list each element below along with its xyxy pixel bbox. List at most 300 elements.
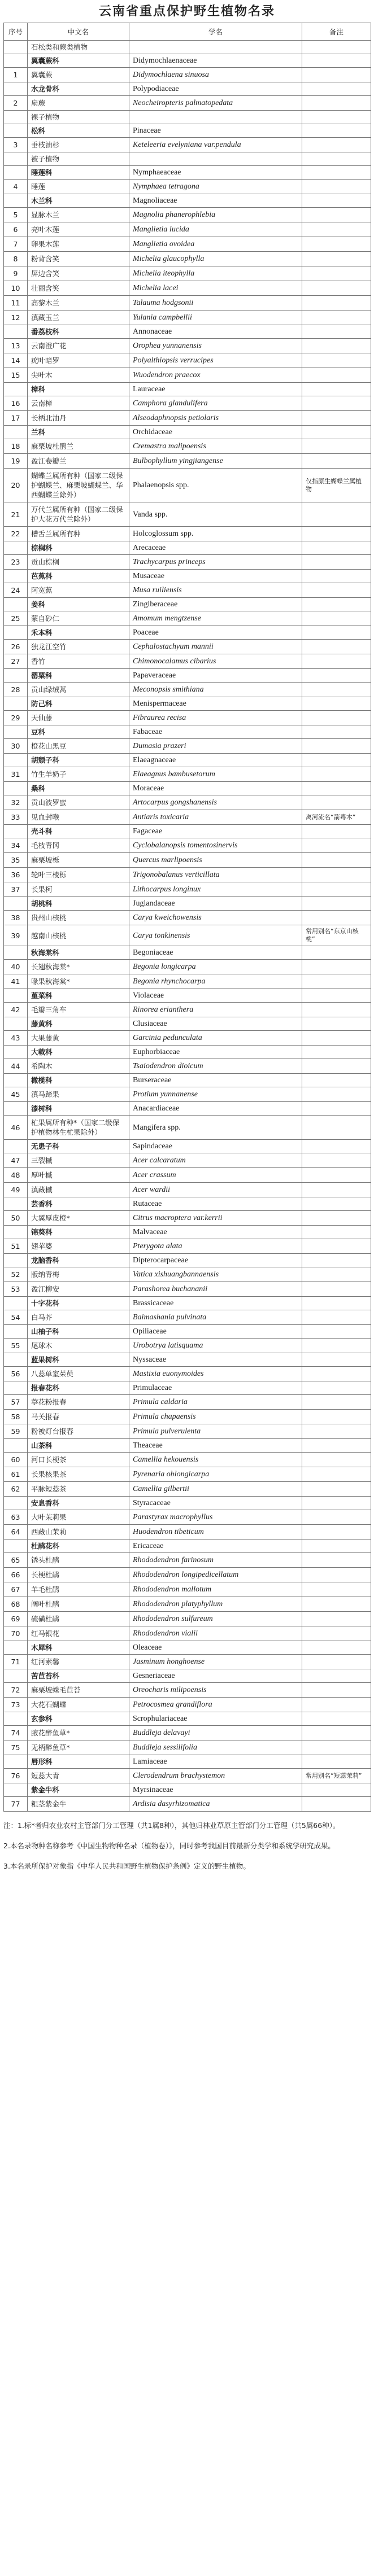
row-number [4, 82, 28, 96]
scientific-name: Carya tonkinensis [129, 925, 302, 946]
species-row [4, 368, 371, 383]
family-name: 禾本科 [28, 626, 129, 640]
family-row [4, 946, 371, 960]
remark [302, 180, 371, 194]
scientific-name: Dumasia prazeri [129, 739, 302, 754]
family-name: 十字花科 [28, 1297, 129, 1310]
family-row [4, 1297, 371, 1310]
remark [302, 222, 371, 237]
family-row [4, 1226, 371, 1239]
row-number: 9 [4, 266, 28, 281]
remark [302, 296, 371, 310]
remark [302, 640, 371, 654]
chinese-name: 河口长梗茶 [28, 1453, 129, 1467]
remark [302, 626, 371, 640]
page-title: 云南省重点保护野生植物名录 [98, 4, 275, 19]
scientific-name: Neocheiropteris palmatopedata [129, 96, 302, 111]
row-number: 66 [4, 1568, 28, 1582]
chinese-name: 毛枝青冈 [28, 838, 129, 853]
scientific-name: Tsaiodendron dioicum [129, 1059, 302, 1074]
remark [302, 1226, 371, 1239]
chinese-name: 马关报春 [28, 1410, 129, 1424]
family-name: 唇形科 [28, 1755, 129, 1769]
remark [302, 426, 371, 439]
chinese-name: 壮丽含笑 [28, 281, 129, 296]
chinese-name: 盈江柳安 [28, 1282, 129, 1297]
scientific-name: Amomum mengtzense [129, 611, 302, 626]
row-number [4, 1381, 28, 1395]
row-number: 65 [4, 1553, 28, 1568]
family-row [4, 825, 371, 838]
species-row [4, 310, 371, 325]
species-row [4, 925, 371, 946]
family-name: 松科 [28, 124, 129, 138]
scientific-name: Carya kweichowensis [129, 911, 302, 925]
row-number [4, 1226, 28, 1239]
row-number [4, 1439, 28, 1453]
remark [302, 725, 371, 739]
chinese-name: 长果核果茶 [28, 1467, 129, 1482]
remark [302, 1510, 371, 1525]
species-row [4, 1568, 371, 1582]
remark [302, 767, 371, 782]
scientific-name: Lamiaceae [129, 1755, 302, 1769]
species-row [4, 960, 371, 974]
family-name: 杜鹃花科 [28, 1540, 129, 1553]
species-row [4, 252, 371, 266]
scientific-name: Burseraceae [129, 1074, 302, 1087]
chinese-name: 显脉木兰 [28, 208, 129, 222]
remark [302, 1087, 371, 1102]
family-name: 水龙骨科 [28, 82, 129, 96]
family-row [4, 124, 371, 138]
row-number: 55 [4, 1339, 28, 1353]
row-number: 31 [4, 767, 28, 782]
row-number [4, 1641, 28, 1655]
remark [302, 1410, 371, 1424]
scientific-name [129, 152, 302, 166]
remark [302, 1003, 371, 1017]
row-number: 29 [4, 711, 28, 725]
chinese-name: 翼囊蕨 [28, 68, 129, 82]
scientific-name: Clusiaceae [129, 1017, 302, 1031]
scientific-name: Nyssaceae [129, 1353, 302, 1367]
remark [302, 1424, 371, 1439]
row-number: 14 [4, 353, 28, 368]
chinese-name: 云南澄广花 [28, 339, 129, 353]
row-number [4, 669, 28, 683]
scientific-name: Parashorea buchananii [129, 1282, 302, 1297]
species-row [4, 1698, 371, 1712]
family-name: 防己科 [28, 697, 129, 711]
remark [302, 383, 371, 396]
family-name: 棕榈科 [28, 541, 129, 555]
remark [302, 1525, 371, 1540]
row-number [4, 152, 28, 166]
scientific-name: Citrus macroptera var.kerrii [129, 1211, 302, 1226]
chinese-name: 毛瓣三角车 [28, 1003, 129, 1017]
family-name: 壳斗科 [28, 825, 129, 838]
scientific-name: Fabaceae [129, 725, 302, 739]
remark [302, 1046, 371, 1059]
row-number [4, 1140, 28, 1153]
chinese-name: 天仙藤 [28, 711, 129, 725]
remark [302, 1683, 371, 1698]
remark [302, 1698, 371, 1712]
group-name: 石松类和蕨类植物 [28, 41, 129, 54]
footnote-3: 3.本名录所保护对象指《中华人民共和国野生植物保护条例》定义的野生植物。 [3, 1862, 250, 1870]
remark [302, 411, 371, 426]
family-row [4, 166, 371, 180]
row-number [4, 325, 28, 339]
species-row [4, 1582, 371, 1597]
scientific-name: Clerodendrum brachystemon [129, 1769, 302, 1783]
species-row [4, 654, 371, 669]
chinese-name: 希陶木 [28, 1059, 129, 1074]
row-number: 40 [4, 960, 28, 974]
chinese-name: 云南樟 [28, 396, 129, 411]
row-number [4, 1046, 28, 1059]
family-name: 豆科 [28, 725, 129, 739]
family-name: 睡莲科 [28, 166, 129, 180]
remark [302, 1540, 371, 1553]
remark [302, 868, 371, 882]
remark [302, 502, 371, 527]
scientific-name: Orchidaceae [129, 426, 302, 439]
family-row [4, 626, 371, 640]
row-number: 21 [4, 502, 28, 527]
family-row [4, 1102, 371, 1116]
remark [302, 1074, 371, 1087]
chinese-name: 粗茎紫金牛 [28, 1797, 129, 1812]
species-row [4, 711, 371, 725]
chinese-name: 平脉短蕊茶 [28, 1482, 129, 1497]
species-row [4, 1769, 371, 1783]
scientific-name: Cremastra malipoensis [129, 439, 302, 454]
remark [302, 1353, 371, 1367]
row-number: 4 [4, 180, 28, 194]
chinese-name: 翅苹婆 [28, 1239, 129, 1254]
group-name: 裸子植物 [28, 111, 129, 124]
chinese-name: 三裂槭 [28, 1153, 129, 1168]
remark [302, 111, 371, 124]
species-row [4, 1424, 371, 1439]
chinese-name: 橙花山黑豆 [28, 739, 129, 754]
scientific-name: Rhododendron longipedicellatum [129, 1568, 302, 1582]
row-number: 56 [4, 1367, 28, 1381]
scientific-name: Musa ruiliensis [129, 583, 302, 598]
remark [302, 68, 371, 82]
chinese-name: 大翼厚皮橙* [28, 1211, 129, 1226]
family-name: 龙脑香科 [28, 1254, 129, 1267]
row-number: 24 [4, 583, 28, 598]
chinese-name: 万代兰属所有种（国家二级保护大花万代兰除外） [28, 502, 129, 527]
species-row [4, 1597, 371, 1612]
remark [302, 541, 371, 555]
species-row [4, 683, 371, 697]
remark [302, 1116, 371, 1140]
header-chinese-name: 中文名 [28, 23, 129, 41]
scientific-name: Magnolia phanerophlebia [129, 208, 302, 222]
species-row [4, 1626, 371, 1641]
remark [302, 266, 371, 281]
row-number: 37 [4, 882, 28, 897]
scientific-name: Begoniaceae [129, 946, 302, 960]
row-number: 47 [4, 1153, 28, 1168]
scientific-name: Antiaris toxicaria [129, 810, 302, 825]
species-row [4, 767, 371, 782]
table-body [4, 41, 371, 1812]
remark [302, 825, 371, 838]
scientific-name: Acer wardii [129, 1183, 302, 1197]
chinese-name: 粉背含笑 [28, 252, 129, 266]
scientific-name: Papaveraceae [129, 669, 302, 683]
family-name: 锦葵科 [28, 1226, 129, 1239]
scientific-name: Manglietia lucida [129, 222, 302, 237]
header-remarks: 备注 [302, 23, 371, 41]
row-number [4, 1017, 28, 1031]
remark [302, 754, 371, 767]
row-number [4, 1669, 28, 1683]
chinese-name: 贵州山核桃 [28, 911, 129, 925]
chinese-name: 贡山波罗蜜 [28, 795, 129, 810]
row-number [4, 754, 28, 767]
species-row [4, 266, 371, 281]
chinese-name: 喙果秋海棠* [28, 974, 129, 989]
remark [302, 368, 371, 383]
chinese-name: 竹生羊奶子 [28, 767, 129, 782]
family-name: 芭蕉科 [28, 570, 129, 583]
scientific-name: Michelia iteophylla [129, 266, 302, 281]
scientific-name: Michelia lacei [129, 281, 302, 296]
chinese-name: 红马银花 [28, 1626, 129, 1641]
species-row [4, 1740, 371, 1755]
row-number: 51 [4, 1239, 28, 1254]
species-row [4, 882, 371, 897]
remark [302, 54, 371, 68]
family-name: 木兰科 [28, 194, 129, 208]
scientific-name: Arecaceae [129, 541, 302, 555]
row-number: 53 [4, 1282, 28, 1297]
scientific-name: Lauraceae [129, 383, 302, 396]
species-row [4, 1395, 371, 1410]
family-row [4, 1017, 371, 1031]
row-number [4, 1297, 28, 1310]
remark [302, 1282, 371, 1297]
scientific-name: Nymphaea tetragona [129, 180, 302, 194]
row-number: 50 [4, 1211, 28, 1226]
remark [302, 1553, 371, 1568]
family-row [4, 1325, 371, 1339]
species-row [4, 868, 371, 882]
scientific-name: Protium yunnanense [129, 1087, 302, 1102]
chinese-name: 粉被灯台报春 [28, 1424, 129, 1439]
row-number: 33 [4, 810, 28, 825]
scientific-name: Buddleja delavayi [129, 1726, 302, 1740]
family-row [4, 1497, 371, 1510]
remark [302, 1439, 371, 1453]
chinese-name: 大花石蝴蝶 [28, 1698, 129, 1712]
scientific-name: Brassicaceae [129, 1297, 302, 1310]
row-number [4, 166, 28, 180]
scientific-name: Trachycarpus princeps [129, 555, 302, 570]
scientific-name: Zingiberaceae [129, 598, 302, 611]
chinese-name: 白马芥 [28, 1310, 129, 1325]
remark [302, 683, 371, 697]
species-row [4, 1482, 371, 1497]
chinese-name: 贡山棕榈 [28, 555, 129, 570]
remark [302, 454, 371, 469]
scientific-name [129, 41, 302, 54]
family-name: 大戟科 [28, 1046, 129, 1059]
scientific-name: Elaeagnaceae [129, 754, 302, 767]
chinese-name: 滇马蹄果 [28, 1087, 129, 1102]
row-number [4, 426, 28, 439]
chinese-name: 垂枝油杉 [28, 138, 129, 152]
remark [302, 838, 371, 853]
remark: 仅指原生蝴蝶兰属植物 [302, 469, 371, 502]
chinese-name: 麻栗坡蛛毛苣苔 [28, 1683, 129, 1698]
row-number [4, 1712, 28, 1726]
remark [302, 960, 371, 974]
species-row [4, 527, 371, 541]
remark [302, 989, 371, 1003]
scientific-name: Primula pulverulenta [129, 1424, 302, 1439]
species-row [4, 1116, 371, 1140]
remark [302, 1381, 371, 1395]
family-name: 安息香科 [28, 1497, 129, 1510]
row-number: 19 [4, 454, 28, 469]
species-row [4, 1003, 371, 1017]
family-name: 樟科 [28, 383, 129, 396]
scientific-name: Yulania campbellii [129, 310, 302, 325]
row-number: 23 [4, 555, 28, 570]
family-row [4, 1641, 371, 1655]
scientific-name: Orophea yunnanensis [129, 339, 302, 353]
scientific-name: Primula caldaria [129, 1395, 302, 1410]
scientific-name: Nymphaeaceae [129, 166, 302, 180]
chinese-name: 短蕊大青 [28, 1769, 129, 1783]
chinese-name: 硫磺杜鹃 [28, 1612, 129, 1626]
chinese-name: 尖叶木 [28, 368, 129, 383]
species-row [4, 1510, 371, 1525]
chinese-name: 大叶茉莉果 [28, 1510, 129, 1525]
species-row [4, 795, 371, 810]
remark [302, 439, 371, 454]
scientific-name: Parastyrax macrophyllus [129, 1510, 302, 1525]
plant-list-table [3, 23, 371, 1812]
remark [302, 252, 371, 266]
species-row [4, 555, 371, 570]
family-name: 报春花科 [28, 1381, 129, 1395]
scientific-name: Rhododendron farinosum [129, 1553, 302, 1568]
scientific-name: Myrsinaceae [129, 1783, 302, 1797]
remark [302, 1797, 371, 1812]
remark [302, 570, 371, 583]
species-row [4, 1087, 371, 1102]
chinese-name: 香竹 [28, 654, 129, 669]
row-number [4, 1755, 28, 1769]
scientific-name: Violaceae [129, 989, 302, 1003]
chinese-name: 见血封喉 [28, 810, 129, 825]
scientific-name: Dipterocarpaceae [129, 1254, 302, 1267]
remark [302, 1297, 371, 1310]
row-number: 3 [4, 138, 28, 152]
row-number: 6 [4, 222, 28, 237]
family-row [4, 669, 371, 683]
scientific-name: Euphorbiaceae [129, 1046, 302, 1059]
chinese-name: 长柄北油丹 [28, 411, 129, 426]
chinese-name: 麻栗坡杜鹃兰 [28, 439, 129, 454]
scientific-name: Chimonocalamus cibarius [129, 654, 302, 669]
family-name: 兰科 [28, 426, 129, 439]
remark [302, 882, 371, 897]
family-row [4, 1669, 371, 1683]
scientific-name: Pterygota alata [129, 1239, 302, 1254]
scientific-name: Garcinia pedunculata [129, 1031, 302, 1046]
row-number: 10 [4, 281, 28, 296]
chinese-name: 盈江卷瓣兰 [28, 454, 129, 469]
scientific-name: Mastixia euonymoides [129, 1367, 302, 1381]
species-row [4, 281, 371, 296]
remark [302, 325, 371, 339]
family-name: 木犀科 [28, 1641, 129, 1655]
row-number [4, 1497, 28, 1510]
remark [302, 669, 371, 683]
family-name: 堇菜科 [28, 989, 129, 1003]
scientific-name: Camphora glandulifera [129, 396, 302, 411]
scientific-name: Holcoglossum spp. [129, 527, 302, 541]
family-name: 芸香科 [28, 1197, 129, 1211]
family-row [4, 1783, 371, 1797]
remark [302, 138, 371, 152]
species-row [4, 739, 371, 754]
row-number: 76 [4, 1769, 28, 1783]
row-number [4, 1353, 28, 1367]
family-row [4, 1755, 371, 1769]
species-row [4, 1525, 371, 1540]
row-number: 20 [4, 469, 28, 502]
remark [302, 82, 371, 96]
family-row [4, 897, 371, 911]
scientific-name: Vatica xishuangbannaensis [129, 1267, 302, 1282]
row-number: 62 [4, 1482, 28, 1497]
remark [302, 1568, 371, 1582]
family-name: 罂粟科 [28, 669, 129, 683]
row-number [4, 1325, 28, 1339]
remark [302, 1367, 371, 1381]
remark [302, 166, 371, 180]
remark [302, 1755, 371, 1769]
chinese-name: 麻栗坡栎 [28, 853, 129, 868]
chinese-name: 阔叶杜鹃 [28, 1597, 129, 1612]
row-number [4, 111, 28, 124]
remark [302, 1197, 371, 1211]
remark [302, 1669, 371, 1683]
row-number [4, 697, 28, 711]
species-row [4, 1467, 371, 1482]
chinese-name: 羊毛杜鹃 [28, 1582, 129, 1597]
chinese-name: 滇藏玉兰 [28, 310, 129, 325]
row-number: 44 [4, 1059, 28, 1074]
scientific-name: Rhododendron mallotum [129, 1582, 302, 1597]
remark [302, 1102, 371, 1116]
family-name: 漆树科 [28, 1102, 129, 1116]
species-row [4, 1726, 371, 1740]
scientific-name: Baimashania pulvinata [129, 1310, 302, 1325]
remark: 常用别名“东京山核桃” [302, 925, 371, 946]
row-number [4, 41, 28, 54]
